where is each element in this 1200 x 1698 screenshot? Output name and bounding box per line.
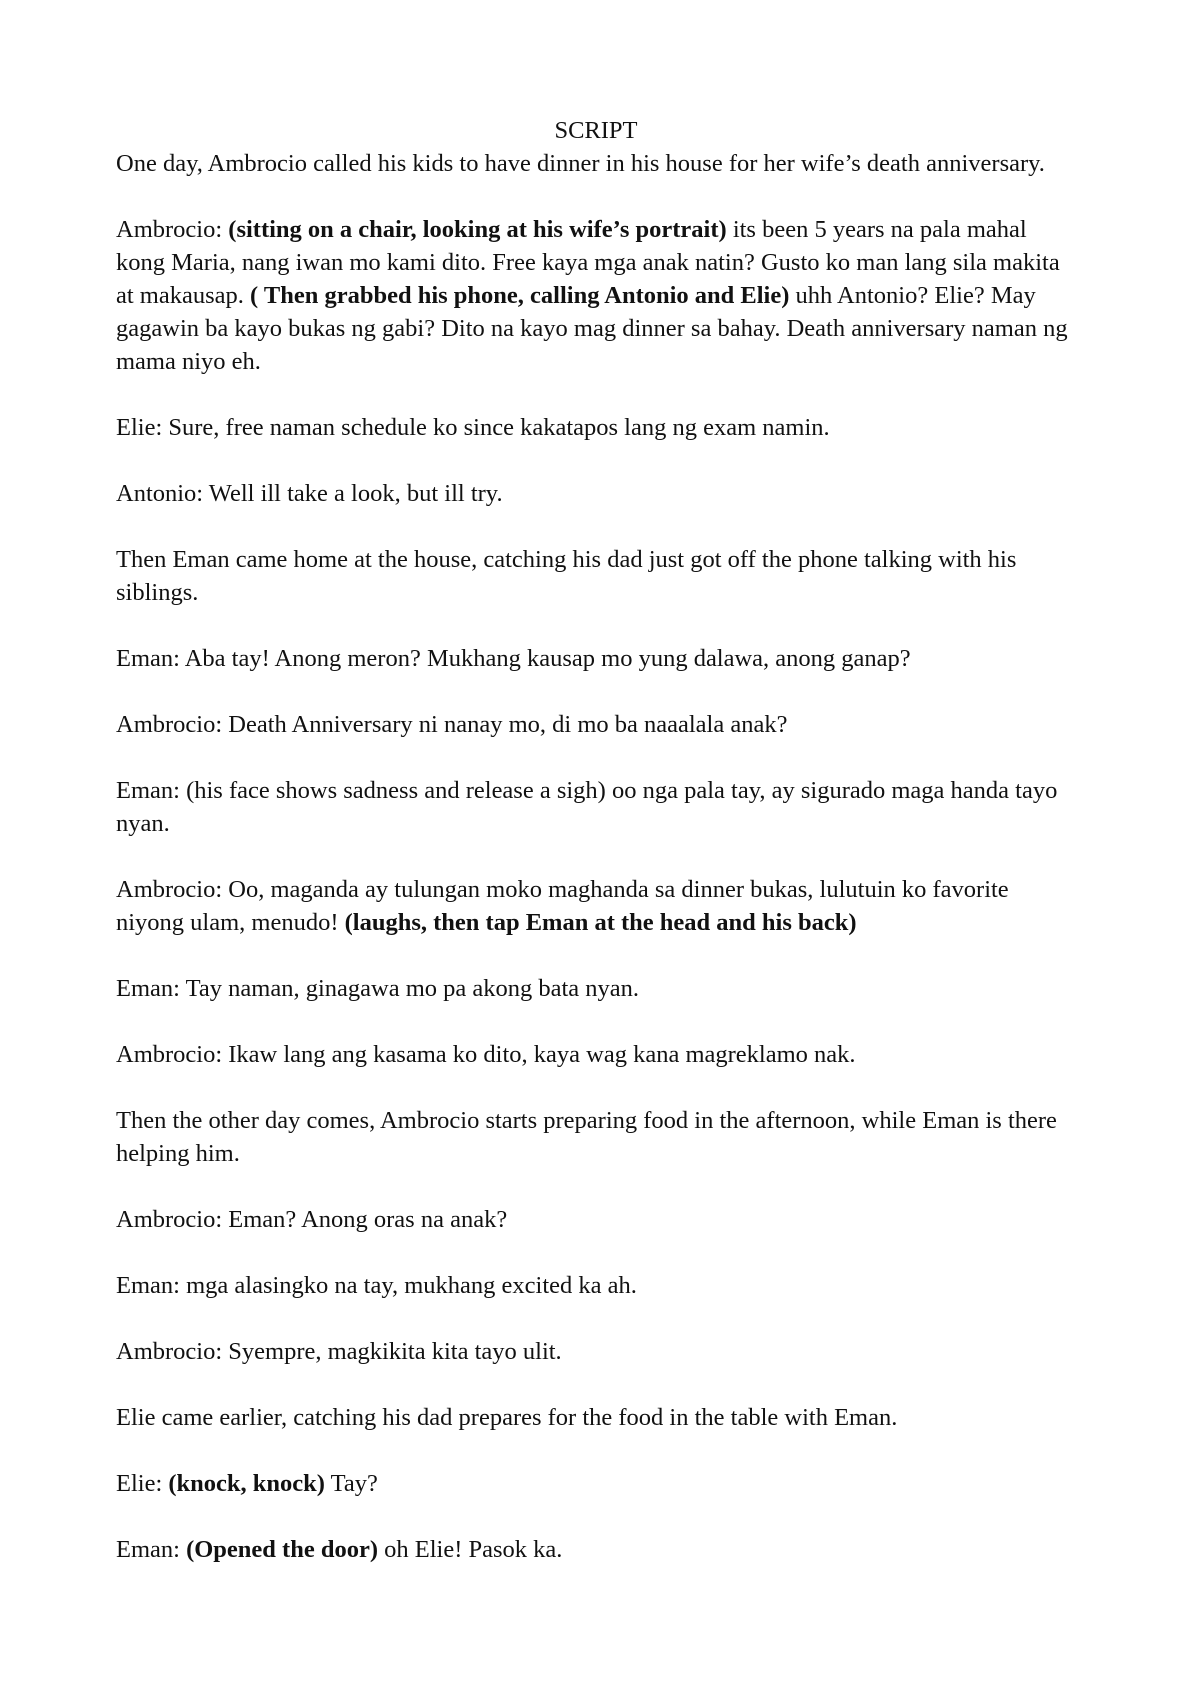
script-text: Then the other day comes, Ambrocio starts preparing food in the afternoon, while Eman is there helping him. — [116, 1107, 1057, 1167]
script-paragraph — [116, 873, 1076, 939]
script-text: Eman: Aba tay! Anong meron? Mukhang kausap mo yung dalawa, anong ganap? — [116, 645, 911, 672]
script-text: oh Elie! Pasok ka. — [378, 1536, 563, 1563]
script-text: Tay? — [324, 1470, 378, 1497]
script-paragraph — [116, 1401, 1076, 1434]
document-body — [116, 114, 1076, 1599]
stage-direction: ( Then grabbed his phone, calling Antonio and Elie) — [250, 282, 790, 309]
script-text: Eman: Tay naman, ginagawa mo pa akong bata nyan. — [116, 975, 640, 1002]
script-text: Ambrocio: Ikaw lang ang kasama ko dito, kaya wag kana magreklamo nak. — [116, 1041, 856, 1068]
stage-direction: (sitting on a chair, looking at his wife’s portrait) — [228, 216, 727, 243]
script-paragraph — [116, 774, 1076, 840]
script-text: Eman: — [116, 1536, 187, 1563]
script-paragraph — [116, 1203, 1076, 1236]
script-text: Ambrocio: Oo, maganda ay tulungan moko maghanda sa dinner bukas, lulutuin ko favorite niyong ulam, menudo! — [116, 876, 1009, 936]
stage-direction: (laughs, then tap Eman at the head and his back) — [344, 909, 857, 936]
script-text: Antonio: Well ill take a look, but ill try. — [116, 480, 503, 507]
script-paragraph — [116, 642, 1076, 675]
script-text: Ambrocio: — [116, 216, 229, 243]
script-text: Ambrocio: Eman? Anong oras na anak? — [116, 1206, 508, 1233]
page-title: SCRIPT — [554, 117, 638, 144]
script-text: Elie: — [116, 1470, 169, 1497]
script-text: Eman: (his face shows sadness and release a sigh) oo nga pala tay, ay sigurado maga handa tayo nyan. — [116, 777, 1058, 837]
script-text: its been 5 years na pala mahal kong Maria, nang iwan mo kami dito. Free kaya mga anak natin? Gusto ko man lang sila makita at makausap. — [116, 216, 1060, 309]
script-text: Ambrocio: Syempre, magkikita kita tayo ulit. — [116, 1338, 562, 1365]
script-paragraph — [116, 1038, 1076, 1071]
script-text: Elie came earlier, catching his dad prepares for the food in the table with Eman. — [116, 1404, 898, 1431]
script-paragraph — [116, 1467, 1076, 1500]
script-paragraph — [116, 477, 1076, 510]
script-paragraph — [116, 1104, 1076, 1170]
script-text: One day, Ambrocio called his kids to have dinner in his house for her wife’s death anniversary. — [116, 150, 1045, 177]
script-paragraph — [116, 708, 1076, 741]
script-text: Ambrocio: Death Anniversary ni nanay mo, di mo ba naaalala anak? — [116, 711, 788, 738]
script-text: Eman: mga alasingko na tay, mukhang excited ka ah. — [116, 1272, 637, 1299]
script-paragraph — [116, 972, 1076, 1005]
script-text: Then Eman came home at the house, catching his dad just got off the phone talking with his siblings. — [116, 546, 1017, 606]
stage-direction: (Opened the door) — [186, 1536, 379, 1563]
script-paragraphs — [116, 147, 1076, 1566]
script-paragraph — [116, 543, 1076, 609]
script-text: uhh Antonio? Elie? May gagawin ba kayo bukas ng gabi? Dito na kayo mag dinner sa bahay. Death anniversary naman ng mama niyo eh. — [116, 282, 1068, 375]
script-paragraph — [116, 1335, 1076, 1368]
script-paragraph — [116, 1533, 1076, 1566]
script-paragraph — [116, 213, 1076, 378]
script-paragraph — [116, 1269, 1076, 1302]
script-paragraph — [116, 411, 1076, 444]
script-paragraph — [116, 147, 1076, 180]
stage-direction: (knock, knock) — [168, 1470, 325, 1497]
script-text: Elie: Sure, free naman schedule ko since kakatapos lang ng exam namin. — [116, 414, 830, 441]
